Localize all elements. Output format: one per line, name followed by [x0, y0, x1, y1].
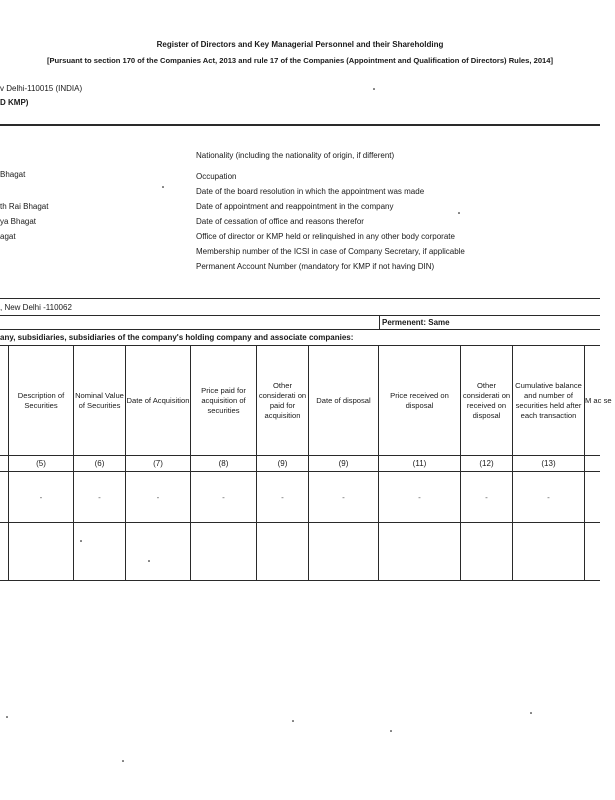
- col-header-other-consideration-paid: Other considerati on paid for acquisition: [258, 380, 307, 420]
- col-number: (6): [94, 459, 105, 468]
- field-board-resolution: Date of the board resolution in which the appointment was made: [196, 187, 425, 196]
- divider-permanent: [0, 315, 600, 316]
- field-occupation: Occupation: [196, 172, 237, 181]
- row1-cell: -: [39, 493, 43, 502]
- col-header-other-consideration-received: Other considerati on received on disposal: [462, 380, 511, 420]
- scan-speck: [162, 186, 164, 188]
- field-appointment-date: Date of appointment and reappointment in the company: [196, 202, 394, 211]
- col-header-nominal-value: Nominal Value of Securities: [75, 390, 124, 410]
- row1-cell: -: [222, 493, 225, 502]
- left-field-3: ya Bhagat: [0, 217, 37, 226]
- col-number: (13): [541, 459, 556, 468]
- col-header-description: Description of Securities: [17, 390, 65, 410]
- col-number: (12): [479, 459, 494, 468]
- row1-cell: -: [98, 493, 101, 502]
- row1-cell: -: [281, 493, 284, 502]
- field-icsi-membership: Membership number of the ICSI in case of Company Secretary, if applicable: [196, 247, 465, 256]
- scan-speck: [530, 712, 532, 714]
- divider-top: [0, 124, 600, 126]
- col-number: (11): [412, 459, 427, 468]
- address-2: , New Delhi -110062: [0, 303, 72, 312]
- field-nationality: Nationality (including the nationality of origin, if different): [196, 151, 395, 160]
- col-header-cumulative-balance: Cumulative balance and number of securities held after each transaction: [515, 380, 582, 420]
- table-header-bottom: [0, 455, 600, 456]
- permanent-address: Permenent: Same: [382, 318, 450, 327]
- row1-cell: -: [342, 493, 345, 502]
- field-cessation: Date of cessation of office and reasons therefor: [196, 217, 364, 226]
- left-field-2: th Rai Bhagat: [0, 202, 49, 211]
- address-line: v Delhi-110015 (INDIA): [0, 84, 83, 93]
- scan-speck: [6, 716, 8, 718]
- row1-cell: -: [485, 493, 488, 502]
- table-heading: any, subsidiaries, subsidiaries of the company's holding company and associate companies:: [0, 333, 354, 342]
- col-header-truncated: M ac se: [585, 395, 612, 405]
- scan-speck: [373, 88, 375, 90]
- col-number: (7): [153, 459, 163, 468]
- scan-speck: [458, 212, 460, 214]
- divider-heading: [0, 329, 600, 330]
- col-header-date-acquisition: Date of Acquisition: [126, 395, 190, 405]
- row1-cell: -: [418, 493, 421, 502]
- row1-cell: -: [547, 493, 550, 502]
- col-header-price-paid: Price paid for acquisition of securities: [201, 385, 246, 415]
- col-number: (9): [277, 459, 288, 468]
- scan-speck: [390, 730, 392, 732]
- scan-speck: [122, 760, 124, 762]
- left-field-4: agat: [0, 232, 16, 241]
- scan-speck: [148, 560, 150, 562]
- divider-address: [0, 298, 600, 299]
- scan-speck: [292, 720, 294, 722]
- register-title: Register of Directors and Key Managerial Personnel and their Shareholding: [156, 40, 444, 49]
- col-header-price-received: Price received on disposal: [390, 390, 449, 410]
- section-label: D KMP): [0, 98, 29, 107]
- permanent-separator: [379, 315, 380, 329]
- scan-speck: [80, 540, 82, 542]
- col-header-date-disposal: Date of disposal: [316, 395, 371, 405]
- table-row1-bottom: [0, 522, 600, 523]
- col-number: (5): [36, 459, 46, 468]
- table-bottom-border: [0, 580, 600, 581]
- table-number-row-bottom: [0, 471, 600, 472]
- field-pan: Permanent Account Number (mandatory for KMP if not having DIN): [196, 262, 435, 271]
- col-number: (8): [218, 459, 229, 468]
- row1-cell: -: [156, 493, 160, 502]
- col-number: (9): [338, 459, 349, 468]
- left-field-1: Bhagat: [0, 170, 26, 179]
- register-subtitle: [Pursuant to section 170 of the Companies Act, 2013 and rule 17 of the Companies (Appointment and Qualification of Directors) Rules, 2014]: [46, 56, 554, 65]
- field-office-held: Office of director or KMP held or relinquished in any other body corporate: [196, 232, 455, 241]
